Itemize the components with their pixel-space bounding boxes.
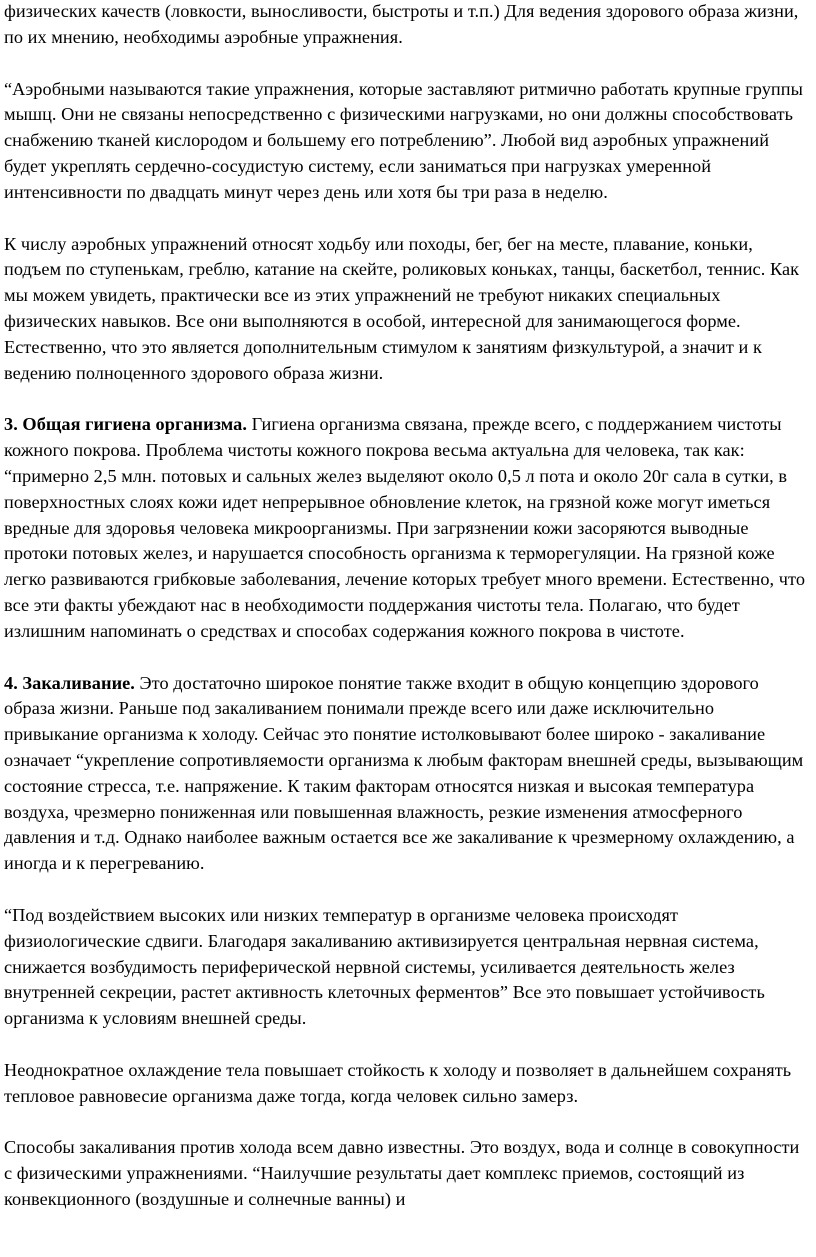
paragraph-repeated-cooling — [4, 1058, 808, 1110]
paragraph-text: физических качеств (ловкости, выносливости, быстроты и т.п.) Для ведения здорового образа жизни, по их мнению, необходимы аэробные упражнения. — [4, 1, 804, 47]
paragraph-text: Гигиена организма связана, прежде всего, с поддержанием чистоты кожного покрова. Проблема чистоты кожного покрова весьма актуальна для человека, так как: “примерно 2,5 млн. потовых и сальных желез выделяют около 0,5 л пота и около 20г сала в сутки, в поверхностных слоях кожи идет непрерывное обновление клеток, на грязной коже могут иметься вредные для здоровья человека микроорганизмы. При загрязнении кожи засоряются выводные протоки потовых желез, и нарушается способность организма к терморегуляции. На грязной коже легко развиваются грибковые заболевания, лечение которых требует много времени. Естественно, что все эти факты убеждают нас в необходимости поддержания чистоты тела. Полагаю, что будет излишним напоминать о средствах и способах содержания кожного покрова в чистоте. — [4, 414, 810, 641]
paragraph-aerobic-intro — [4, 0, 808, 51]
section-heading-hygiene: 3. Общая гигиена организма. — [4, 414, 247, 435]
paragraph-temperature-effects — [4, 903, 808, 1032]
paragraph-aerobic-examples — [4, 232, 808, 387]
section-heading-hardening: 4. Закаливание. — [4, 672, 135, 693]
paragraph-text: “Под воздействием высоких или низких температур в организме человека происходят физиологические сдвиги. Благодаря закаливанию активизируется центральная нервная система, снижается возбудимость периферической нервной системы, усиливается деятельность желез внутренней секреции, растет активность клеточных ферментов” Все это повышает устойчивость организма к условиям внешней среды. — [4, 904, 770, 1029]
paragraph-hygiene — [4, 412, 808, 644]
paragraph-aerobic-definition — [4, 77, 808, 206]
paragraph-hardening — [4, 671, 808, 877]
paragraph-hardening-methods — [4, 1135, 808, 1212]
paragraph-text: К числу аэробных упражнений относят ходьбу или походы, бег, бег на месте, плавание, коньки, подъем по ступенькам, греблю, катание на скейте, роликовых коньках, танцы, баскетбол, теннис. Как мы можем увидеть, практически все из этих упражнений не требуют никаких специальных физических навыков. Все они выполняются в особой, интересной для занимающегося форме. Естественно, что это является дополнительным стимулом к занятиям физкультурой, а значит и к ведению полноценного здорового образа жизни. — [4, 233, 804, 383]
paragraph-text: Способы закаливания против холода всем давно известны. Это воздух, вода и солнце в совокупности с физическими упражнениями. “Наилучшие результаты дает комплекс приемов, состоящий из конвекционного (воздушные и солнечные ванны) и — [4, 1137, 805, 1210]
paragraph-text: “Аэробными называются такие упражнения, которые заставляют ритмично работать крупные группы мышц. Они не связаны непосредственно с физическими нагрузками, но они должны способствовать снабжению тканей кислородом и большему его потреблению”. Любой вид аэробных упражнений будет укреплять сердечно-сосудистую систему, если заниматься при нагрузках умеренной интенсивности по двадцать минут через день или хотя бы три раза в неделю. — [4, 78, 808, 202]
paragraph-text: Неоднократное охлаждение тела повышает стойкость к холоду и позволяет в дальнейшем сохранять тепловое равновесие организма даже тогда, когда человек сильно замерз. — [4, 1059, 796, 1106]
paragraph-text: Это достаточно широкое понятие также входит в общую концепцию здорового образа жизни. Раньше под закаливанием понимали прежде всего или даже исключительно привыкание организма к холоду. Сейчас это понятие истолковывают более широко - закаливание означает “укрепление сопротивляемости организма к любым факторам внешней среды, вызывающим состояние стресса, т.е. напряжение. К таким факторам относятся низкая и высокая температура воздуха, чрезмерно пониженная или повышенная влажность, резкие изменения атмосферного давления и т.д. Однако наиболее важным остается все же закаливание к чрезмерному охлаждению, а иногда и к перегреванию. — [4, 672, 808, 874]
